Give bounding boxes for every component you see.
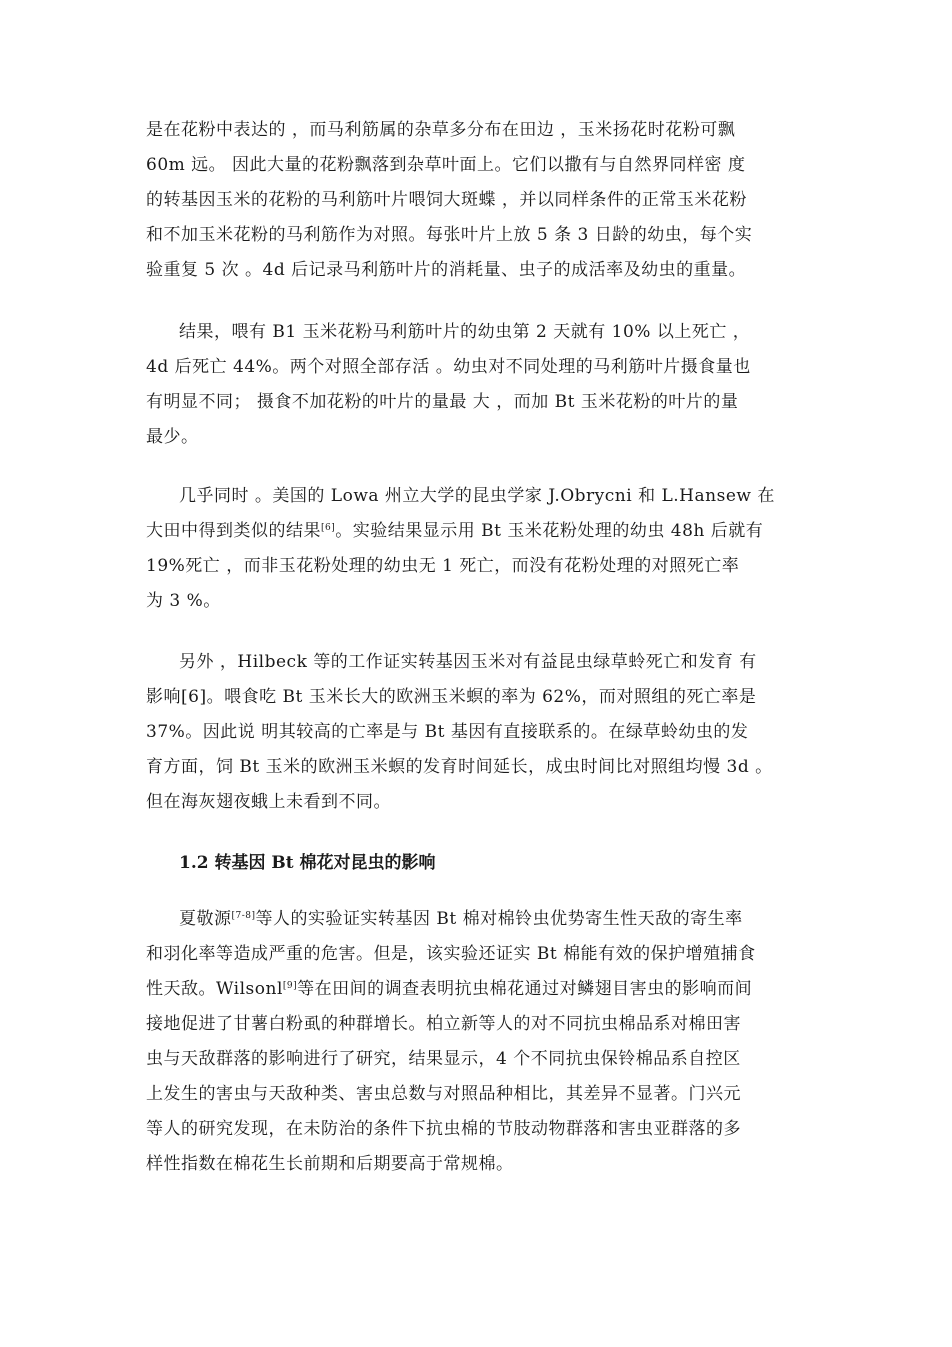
citation-6: [6]	[321, 523, 336, 533]
paragraph-5-line-3-text-b: 等在田间的调查表明抗虫棉花通过对鳞翅目害虫的影响而间	[297, 979, 753, 999]
paragraph-2-line-4: 最少。	[146, 427, 199, 447]
citation-7-8: [7-8]	[231, 911, 256, 921]
paragraph-4-line-1: 另外 ，Hilbeck 等的工作证实转基因玉米对有益昆虫绿草蛉死亡和发育 有	[179, 652, 757, 672]
paragraph-2-line-3: 有明显不同； 摄食不加花粉的叶片的量最 大 ，而加 Bt 玉米花粉的叶片的量	[146, 392, 739, 412]
paragraph-3-line-2	[146, 520, 763, 542]
paragraph-5-line-1-text-a: 夏敬源	[179, 909, 232, 929]
paragraph-4-line-2: 影响[6]。喂食吃 Bt 玉米长大的欧洲玉米螟的率为 62%，而对照组的死亡率是	[146, 687, 757, 707]
paragraph-5-line-2: 和羽化率等造成严重的危害。但是，该实验还证实 Bt 棉能有效的保护增殖捕食	[146, 944, 756, 964]
paragraph-1-line-3: 的转基因玉米的花粉的马利筋叶片喂饲大斑蝶 ，并以同样条件的正常玉米花粉	[146, 190, 747, 210]
paragraph-5-line-8: 样性指数在棉花生长前期和后期要高于常规棉。	[146, 1154, 514, 1174]
paragraph-3-line-2-text-b: 。实验结果显示用 Bt 玉米花粉处理的幼虫 48h 后就有	[335, 521, 764, 541]
section-heading: 1.2 转基因 Bt 棉花对昆虫的影响	[179, 853, 436, 873]
paragraph-3-line-2-text-a: 大田中得到类似的结果	[146, 521, 321, 541]
paragraph-5-line-1	[179, 908, 743, 930]
paragraph-5-line-3-text-a: 性天敌。Wilsonl	[146, 979, 283, 999]
paragraph-5-line-1-text-b: 等人的实验证实转基因 Bt 棉对棉铃虫优势寄生性天敌的寄生率	[255, 909, 743, 929]
paragraph-4-line-3: 37%。因此说 明其较高的亡率是与 Bt 基因有直接联系的。在绿草蛉幼虫的发	[146, 722, 749, 742]
paragraph-3-line-1: 几乎同时 。美国的 Lowa 州立大学的昆虫学家 J.Obrycni 和 L.Hansew 在	[179, 486, 775, 506]
paragraph-3-line-3: 19%死亡 ，而非玉花粉处理的幼虫无 1 死亡，而没有花粉处理的对照死亡率	[146, 556, 740, 576]
paragraph-4-line-4: 育方面，饲 Bt 玉米的欧洲玉米螟的发育时间延长，成虫时间比对照组均慢 3d 。	[146, 757, 773, 777]
paragraph-1-line-2: 60m 远。 因此大量的花粉飘落到杂草叶面上。它们以撒有与自然界同样密 度	[146, 155, 746, 175]
paragraph-5-line-5: 虫与天敌群落的影响进行了研究，结果显示，4 个不同抗虫保铃棉品系自控区	[146, 1049, 741, 1069]
paragraph-5-line-6: 上发生的害虫与天敌种类、害虫总数与对照品种相比，其差异不显著。门兴元	[146, 1084, 741, 1104]
paragraph-1-line-1: 是在花粉中表达的 ，而马利筋属的杂草多分布在田边 ，玉米扬花时花粉可飘	[146, 120, 736, 140]
paragraph-2-line-1: 结果，喂有 B1 玉米花粉马利筋叶片的幼虫第 2 天就有 10% 以上死亡 ，	[179, 322, 751, 342]
citation-9: [9]	[282, 981, 298, 991]
paragraph-2-line-2: 4d 后死亡 44%。两个对照全部存活 。幼虫对不同处理的马利筋叶片摄食量也	[146, 357, 751, 377]
paragraph-4-line-5: 但在海灰翅夜蛾上未看到不同。	[146, 792, 391, 812]
paragraph-1-line-4: 和不加玉米花粉的马利筋作为对照。每张叶片上放 5 条 3 日龄的幼虫，每个实	[146, 225, 753, 245]
paragraph-3-line-4: 为 3 %。	[146, 591, 221, 611]
paragraph-5-line-3	[146, 978, 752, 1000]
paragraph-5-line-7: 等人的研究发现，在未防治的条件下抗虫棉的节肢动物群落和害虫亚群落的多	[146, 1119, 741, 1139]
paragraph-5-line-4: 接地促进了甘薯白粉虱的种群增长。柏立新等人的对不同抗虫棉品系对棉田害	[146, 1014, 741, 1034]
paragraph-1-line-5: 验重复 5 次 。4d 后记录马利筋叶片的消耗量、虫子的成活率及幼虫的重量。	[146, 260, 747, 280]
